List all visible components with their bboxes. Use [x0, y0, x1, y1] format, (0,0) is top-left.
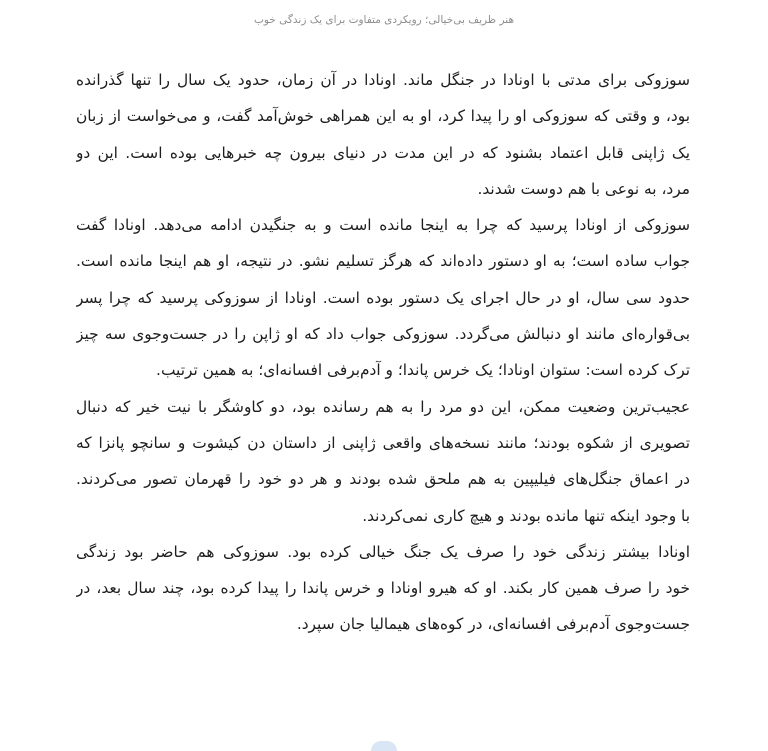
text-line: بود، و وقتی که سوزوکی او را پیدا کرد، او به این همراهی خوش‌آمد گفت، و می‌خواست از زبان [76, 107, 690, 126]
text-line: مرد، به نوعی با هم دوست شدند. [477, 179, 690, 198]
text-line: عجیب‌ترین وضعیت ممکن، این دو مرد را به هم رسانده بود، دو کاوشگر با نیت خیر که دنبال [76, 397, 690, 416]
paragraph-1 [76, 62, 690, 207]
body-text [76, 62, 690, 643]
page-edge-mark [371, 741, 397, 751]
text-line: بی‌قواره‌ای مانند او دنبالش می‌گردد. سوزوکی جواب داد که او ژاپن را در جست‌وجوی سه چیز [76, 325, 690, 344]
text-line: تصویری از شکوه بودند؛ مانند نسخه‌های واقعی ژاپنی از داستان دن کیشوت و سانچو پانزا که [76, 433, 690, 452]
paragraph-4 [76, 534, 690, 643]
paragraph-2 [76, 207, 690, 388]
text-line: جواب ساده است؛ به او دستور داده‌اند که هرگز تسلیم نشو. در نتیجه، او هم اینجا مانده است. [76, 252, 690, 271]
text-line: ترک کرده است: ستوان اونادا؛ یک خرس پاندا؛ و آدم‌برفی افسانه‌ای؛ به همین ترتیب. [156, 361, 690, 380]
text-line: با وجود اینکه تنها مانده بودند و هیچ کاری نمی‌کردند. [362, 506, 690, 525]
text-line: اونادا بیشتر زندگی خود را صرف یک جنگ خیالی کرده بود. سوزوکی هم حاضر بود زندگی [76, 542, 690, 561]
text-line: خود را صرف همین کار بکند. او که هیرو اونادا و خرس پاندا را پیدا کرده بود، چند سال بعد، در [76, 579, 690, 598]
text-line: جست‌وجوی آدم‌برفی افسانه‌ای، در کوه‌های هیمالیا جان سپرد. [296, 615, 690, 634]
paragraph-3 [76, 389, 690, 534]
text-line: حدود سی سال، او در حال اجرای یک دستور بوده است. اونادا از سوزوکی پرسید که چرا پسر [76, 288, 690, 307]
running-head: هنر ظریف بی‌خیالی؛ رویکردی متفاوت برای یک زندگی خوب [254, 14, 514, 26]
text-line: یک ژاپنی قابل اعتماد بشنود که در این مدت در دنیای بیرون چه خبرهایی بوده است. این دو [76, 143, 690, 162]
text-line: سوزوکی از اونادا پرسید که چرا به اینجا مانده است و به جنگیدن ادامه می‌دهد. اونادا گفت [76, 216, 690, 235]
text-line: سوزوکی برای مدتی با اونادا در جنگل ماند. اونادا در آن زمان، حدود یک سال را تنها گذرانده [76, 71, 690, 89]
text-line: در اعماق جنگل‌های فیلیپین به هم ملحق شده بودند و هر دو خود را قهرمان تصور می‌کردند. [76, 470, 690, 489]
